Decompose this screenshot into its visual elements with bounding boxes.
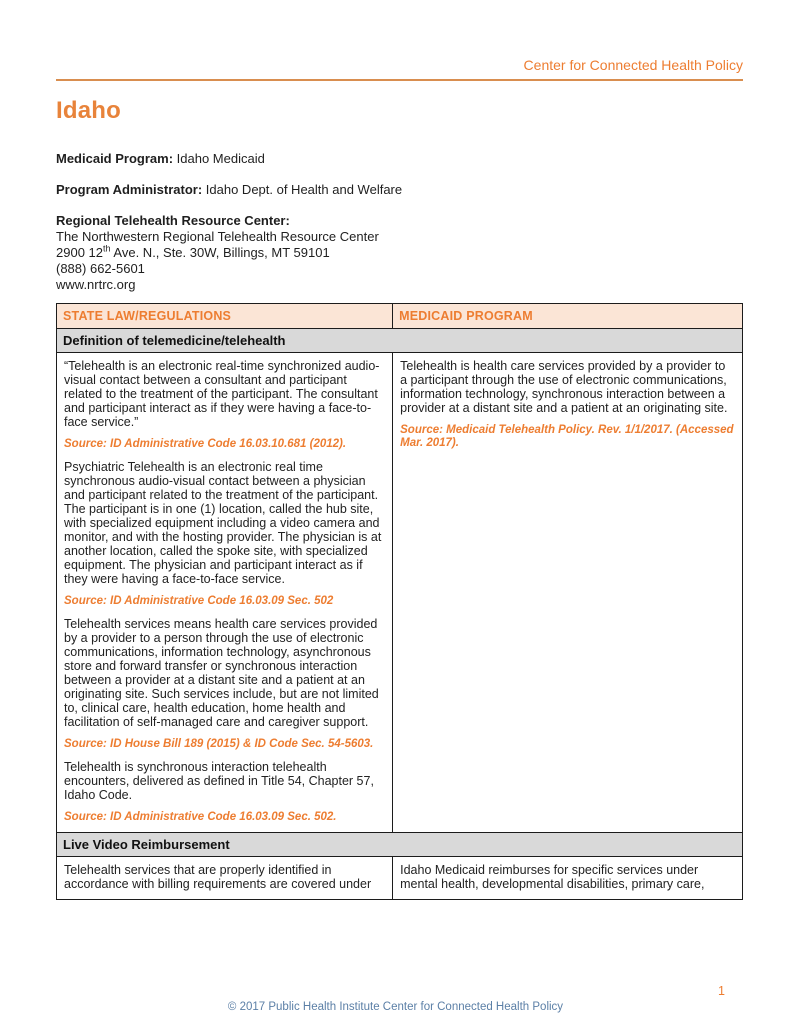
definition-content-row [57, 353, 743, 833]
page-footer [0, 984, 791, 1014]
law-paragraph: Telehealth is synchronous interaction telehealth encounters, delivered as defined in Title 54, Chapter 57, Idaho Code. [64, 760, 374, 802]
medicaid-program-line [56, 151, 743, 167]
page-title: Idaho [56, 97, 121, 124]
law-source-citation: Source: ID Administrative Code 16.03.09 Sec. 502 [64, 595, 334, 607]
section-header-definition: Definition of telemedicine/telehealth [57, 329, 743, 353]
section-row-live-video [57, 833, 743, 857]
program-administrator-label: Program Administrator: [56, 182, 203, 197]
medicaid-source-citation: Source: Medicaid Telehealth Policy. Rev. 1/1/2017. (Accessed Mar. 2017). [400, 424, 734, 449]
medicaid-paragraph: Telehealth is health care services provided by a provider to a participant through the use of electronic communications, information technology, synchronous interaction between a provider at a distant site and a patient at an originating site. [400, 359, 728, 415]
law-paragraph: Telehealth services means health care services provided by a provider to a person through the use of electronic communications, information technology, asynchronous store and forward transfer or synchronous interaction between a provider at a distant site and a patient at an originating site. Such services include, but are not limited to, clinical care, health education, home health and facilitation of self-managed care and caregiver support. [64, 617, 379, 729]
resource-center-address: 2900 12th Ave. N., Ste. 30W, Billings, MT 59101 [56, 243, 330, 260]
resource-center-label: Regional Telehealth Resource Center: [56, 213, 290, 228]
program-administrator-value: Idaho Dept. of Health and Welfare [205, 182, 403, 197]
cell-definition-state-law [57, 353, 393, 833]
law-source-citation: Source: ID Administrative Code 16.03.10.681 (2012). [64, 438, 347, 450]
copyright-notice: © 2017 Public Health Institute Center for Connected Health Policy [227, 1001, 564, 1013]
column-header-medicaid-program: MEDICAID PROGRAM [393, 304, 743, 329]
header-divider [56, 79, 743, 81]
section-row-definition [57, 329, 743, 353]
column-header-state-law: STATE LAW/REGULATIONS [57, 304, 393, 329]
table-header-row [57, 304, 743, 329]
brand-header: Center for Connected Health Policy [523, 57, 743, 73]
resource-center-block [56, 213, 743, 293]
law-paragraph: “Telehealth is an electronic real-time synchronized audio-visual contact between a consultant and participant related to the treatment of the participant. The consultant and participant interact as if they were having a face-to-face service.” [64, 359, 380, 429]
resource-center-website: www.nrtrc.org [56, 277, 136, 292]
program-administrator-line [56, 182, 743, 198]
live-video-content-row [57, 857, 743, 900]
medicaid-program-label: Medicaid Program: [56, 151, 174, 166]
cell-live-video-state-law [57, 857, 393, 900]
law-paragraph: Telehealth services that are properly identified in accordance with billing requirements are covered under [64, 863, 372, 891]
cell-live-video-medicaid [393, 857, 743, 900]
medicaid-paragraph: Idaho Medicaid reimburses for specific services under mental health, developmental disabilities, primary care, [400, 863, 705, 891]
medicaid-program-value: Idaho Medicaid [176, 151, 265, 166]
cell-definition-medicaid [393, 353, 743, 833]
brand-header-row [56, 56, 743, 75]
section-header-live-video: Live Video Reimbursement [57, 833, 743, 857]
meta-block [56, 151, 743, 293]
law-source-citation: Source: ID Administrative Code 16.03.09 Sec. 502. [64, 811, 337, 823]
page-number: 1 [718, 984, 725, 998]
resource-center-phone: (888) 662-5601 [56, 261, 145, 276]
ordinal-superscript: th [103, 243, 111, 254]
policy-comparison-table [56, 303, 743, 900]
resource-center-name: The Northwestern Regional Telehealth Resource Center [56, 229, 379, 244]
law-paragraph: Psychiatric Telehealth is an electronic real time synchronous audio-visual contact between a physician and participant related to the treatment of the participant. The participant is in one (1) location, called the hub site, with specialized equipment including a video camera and monitor, and with the hosting provider. The physician is at another location, called the spoke site, with specialized equipment. The physician and participant interact as if they were having a face-to-face service. [64, 460, 382, 586]
law-source-citation: Source: ID House Bill 189 (2015) & ID Code Sec. 54-5603. [64, 738, 374, 750]
